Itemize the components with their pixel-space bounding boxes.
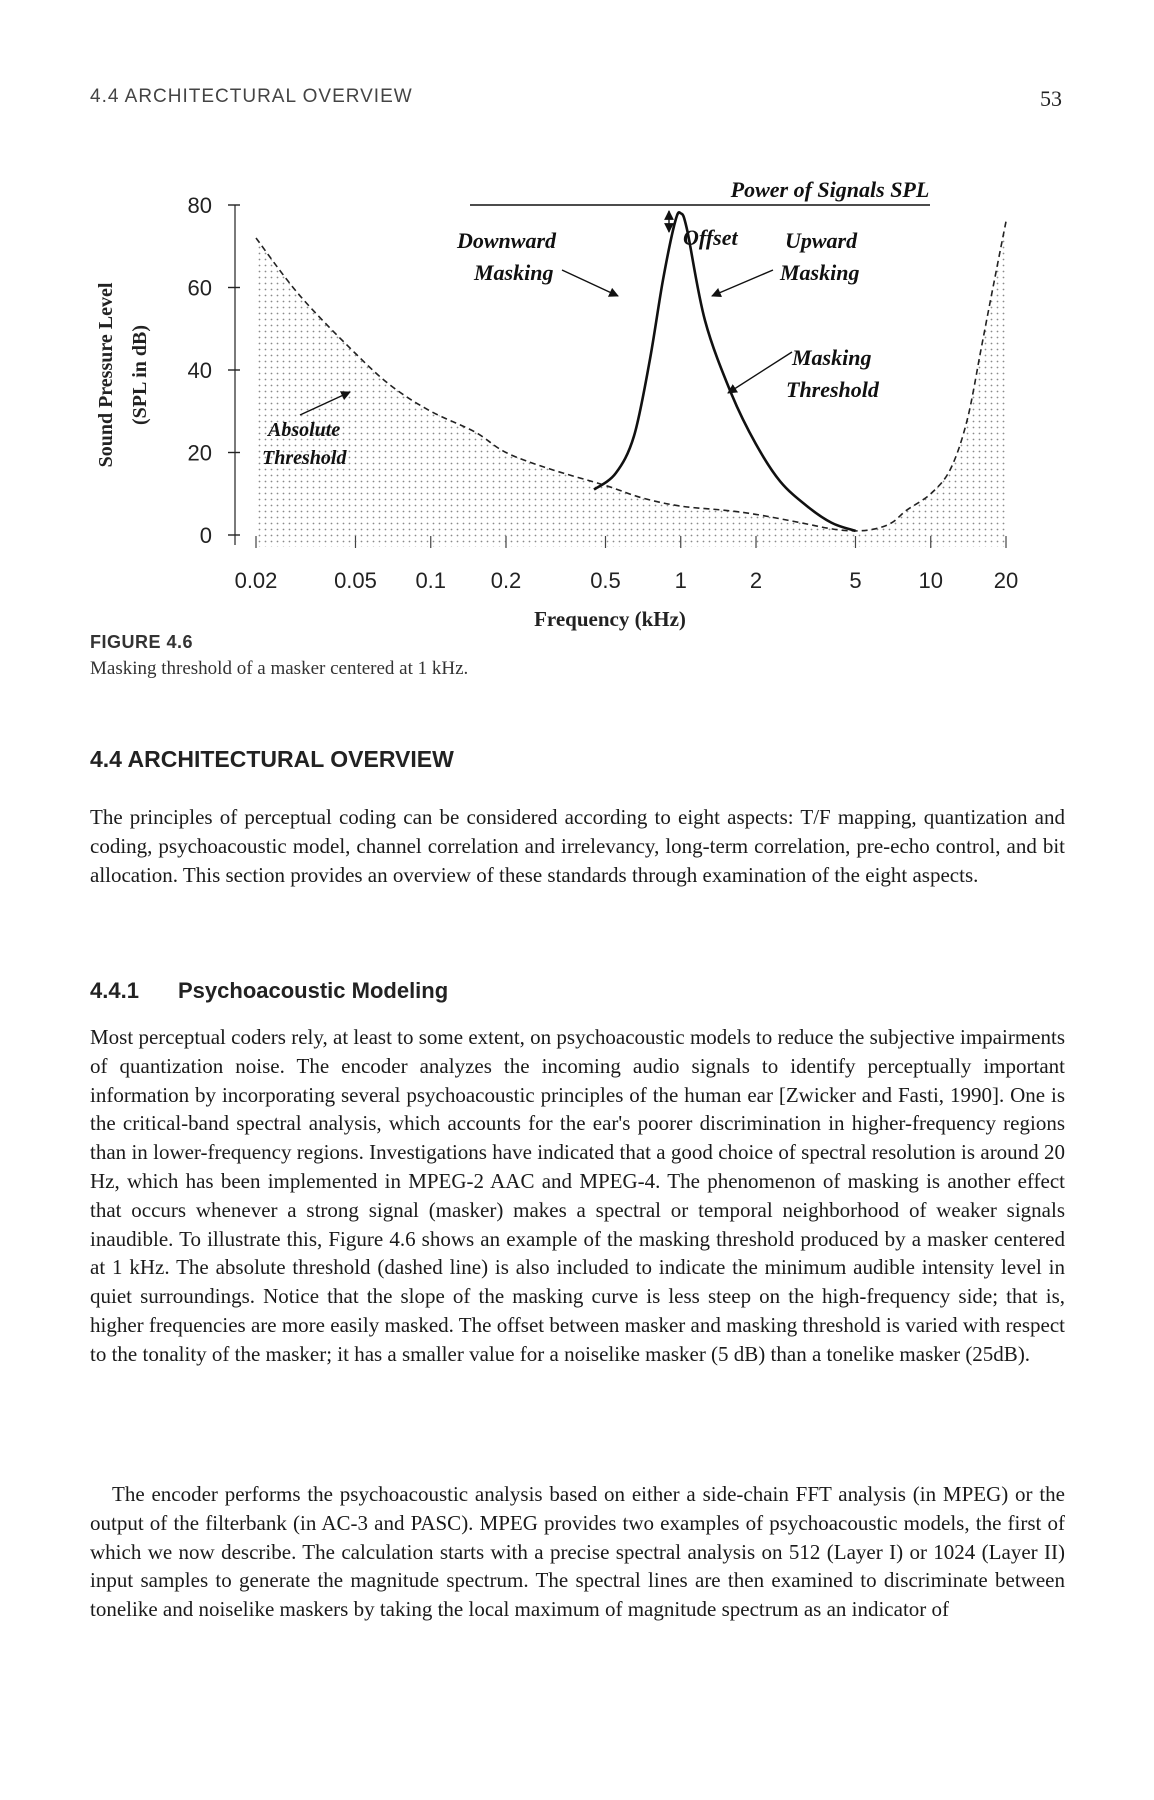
subsection-number: 4.4.1 [90, 978, 139, 1003]
power-of-signals-label: Power of Signals SPL [730, 177, 930, 202]
body-paragraph-2: The encoder performs the psychoacoustic analysis based on either a side-chain FFT analysis (in MPEG) or the output of the filterbank (in AC-3 and PASC). MPEG provides two examples of psychoacoustic models, the first of which we now describe. The calculation starts with a precise spectral analysis on 512 (Layer I) or 1024 (Layer II) input samples to generate the magnitude spectrum. The spectral lines are then examined to discriminate between tonelike and noiselike maskers by taking the local maximum of magnitude spectrum as an indicator of [90, 1482, 1065, 1622]
section-intro-paragraph: The principles of perceptual coding can be considered according to eight aspects: T/F mapping, quantization and coding, psychoacoustic model, channel correlation and irrelevancy, long-term correlation, pre-echo control, and bit allocation. This section provides an overview of these standards through examination of the eight aspects. [90, 805, 1065, 887]
masking-threshold-label-line1: Masking [792, 345, 872, 370]
running-head: 4.4 ARCHITECTURAL OVERVIEW [90, 86, 413, 107]
offset-label: Offset [683, 225, 738, 250]
y-axis-label: Sound Pressure Level [95, 282, 117, 468]
masking-threshold-label-line2: Threshold [786, 377, 879, 402]
downward-masking-label-line2: Masking [474, 260, 554, 285]
x-tick-label: 1 [674, 568, 687, 593]
x-tick-label: 20 [993, 568, 1019, 593]
x-tick-label: 2 [749, 568, 763, 593]
upward-masking-label-line2: Masking [780, 260, 860, 285]
x-tick-label: 0.02 [234, 568, 278, 593]
x-tick-label: 0.5 [590, 568, 621, 593]
x-tick-label: 0.1 [415, 568, 447, 593]
y-tick-label: 40 [187, 358, 212, 383]
y-tick-label: 0 [199, 523, 212, 548]
figure-caption: Masking threshold of a masker centered at 1 kHz. [90, 658, 469, 679]
downward-masking-label-line1: Downward [457, 228, 557, 253]
x-tick-label: 5 [849, 568, 862, 593]
section-title: 4.4 ARCHITECTURAL OVERVIEW [90, 746, 454, 772]
subsection-title-text: Psychoacoustic Modeling [178, 978, 449, 1003]
figure-label: FIGURE 4.6 [90, 632, 194, 652]
y-axis-ticks [188, 193, 240, 548]
absolute-threshold-label-line2: Threshold [262, 447, 347, 469]
x-tick-label: 0.05 [334, 568, 377, 593]
y-tick-label: 20 [187, 440, 212, 466]
absolute-threshold-shaded-region [256, 222, 1006, 548]
x-tick-label: 0.2 [490, 568, 522, 593]
downward-masking-arrow [562, 270, 618, 296]
y-tick-label: 80 [187, 193, 212, 218]
absolute-threshold-label-line1: Absolute [268, 419, 341, 441]
x-tick-label: 10 [918, 568, 943, 593]
upward-masking-arrow [712, 270, 773, 296]
x-axis-label: Frequency (kHz) [534, 607, 686, 631]
y-axis-sublabel: (SPL in dB) [129, 324, 151, 426]
y-tick-label: 60 [187, 275, 212, 301]
page-number: 53 [1040, 86, 1062, 111]
subsection-title [90, 978, 448, 1004]
masking-threshold-arrow [728, 352, 792, 393]
body-paragraph-1: Most perceptual coders rely, at least to some extent, on psychoacoustic models to reduce the subjective impairments of quantization noise. The encoder analyzes the incoming audio signals to identify perceptually important information by incorporating several psychoacoustic principles of the human ear [Zwicker and Fasti, 1990]. One is the critical-band spectral analysis, which accounts for the ear's poorer discrimination in higher-frequency regions than in lower-frequency regions. Investigations have indicated that a good choice of spectral resolution is around 20 Hz, which has been implemented in MPEG-2 AAC and MPEG-4. The phenomenon of masking is another effect that occurs whenever a strong signal (masker) makes a spectral or temporal neighborhood of weaker signals inaudible. To illustrate this, Figure 4.6 shows an example of the masking threshold produced by a masker centered at 1 kHz. The absolute threshold (dashed line) is also included to indicate the minimum audible intensity level in quiet surroundings. Notice that the slope of the masking curve is less steep on the high-frequency side; that is, higher frequencies are more easily masked. The offset between masker and masking threshold is varied with respect to the tonality of the masker; it has a smaller value for a noiselike masker (5 dB) than a tonelike masker (25dB). [90, 1025, 1065, 1366]
upward-masking-label-line1: Upward [785, 228, 858, 253]
masking-threshold-figure [0, 0, 1154, 640]
